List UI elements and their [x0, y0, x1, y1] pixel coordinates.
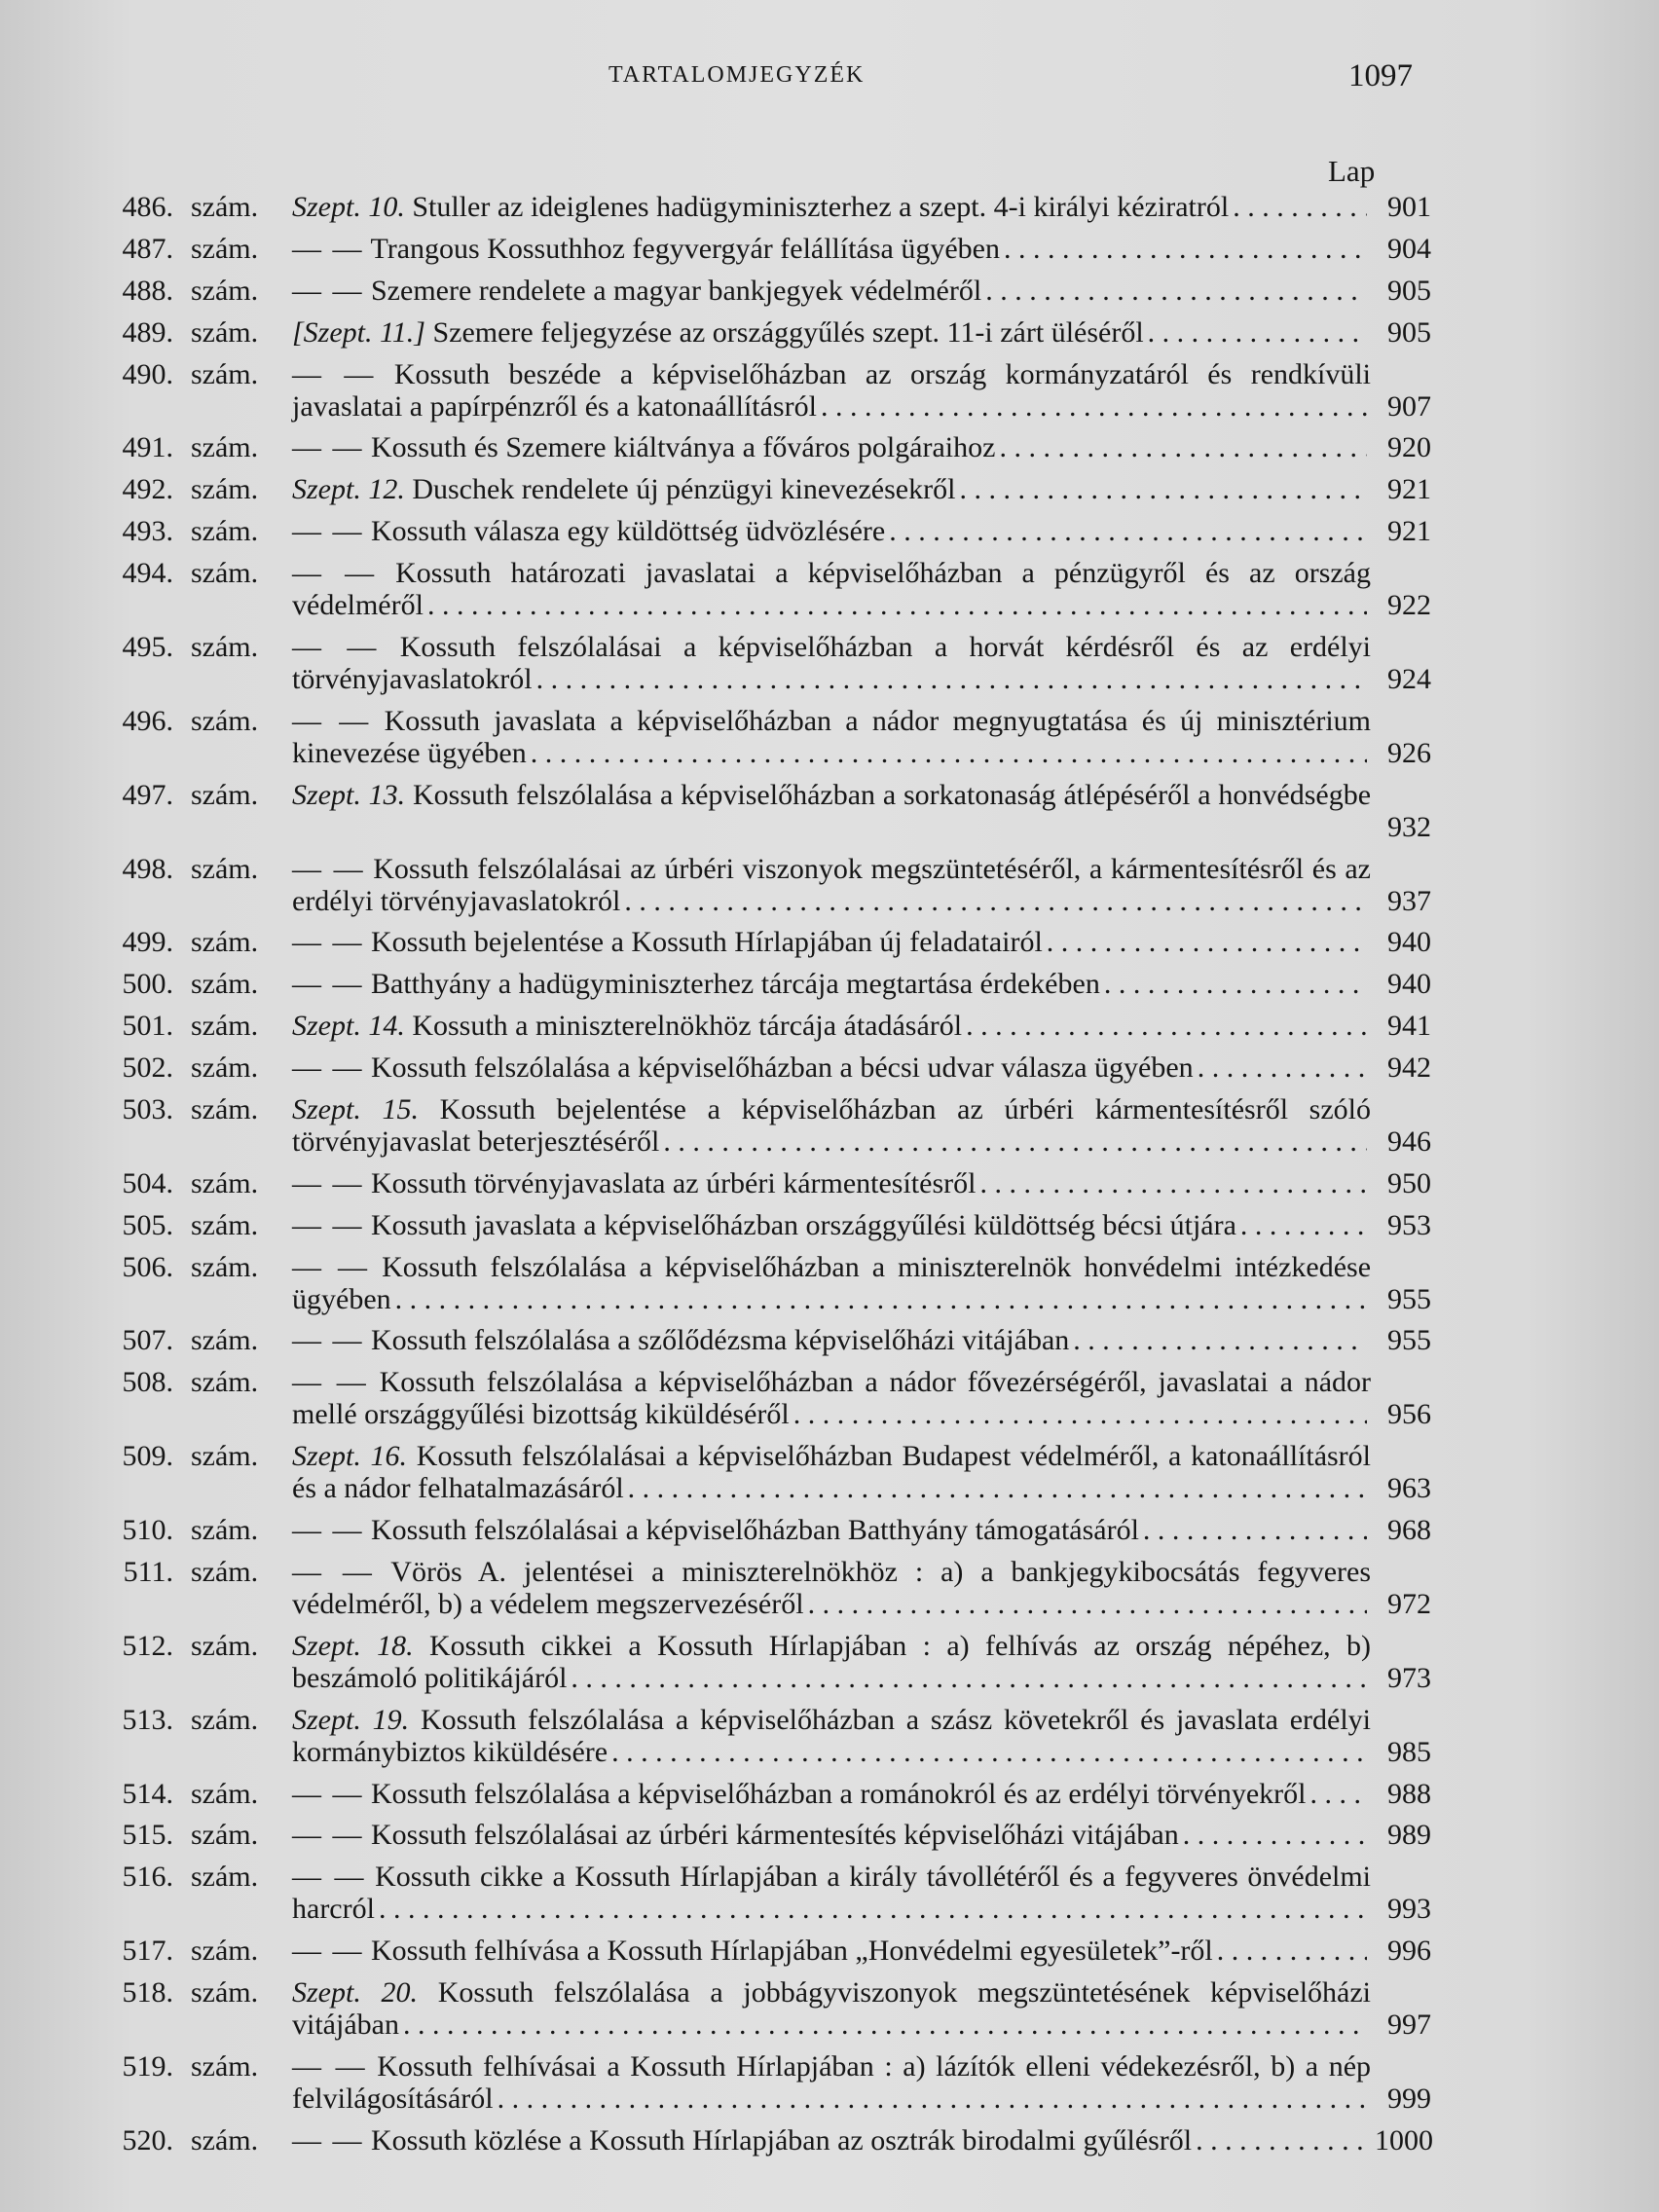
entry-number: 520.	[122, 2123, 173, 2157]
toc-entry-489	[88, 316, 1431, 349]
entry-date: [Szept. 11.]	[292, 315, 425, 349]
entry-date: — —	[292, 1324, 364, 1357]
entry-title: Kossuth közlése a Kossuth Hírlapjában az osztrák birodalmi gyűlésről	[371, 2123, 1193, 2157]
leader-dots	[966, 1010, 1367, 1042]
entry-date: — —	[292, 1777, 364, 1810]
entry-date: Szept. 16.	[292, 1440, 408, 1473]
leader-dots	[571, 1662, 1367, 1694]
toc-entry-490	[88, 358, 1431, 423]
entry-unit-label: szám.	[191, 1166, 259, 1199]
entry-number: 503.	[122, 1092, 173, 1125]
entry-page: 904	[1387, 232, 1431, 265]
entry-description	[292, 705, 1375, 769]
entry-page: 905	[1387, 315, 1431, 349]
toc-entry-503	[88, 1093, 1431, 1158]
entry-number: 494.	[122, 557, 173, 589]
toc-entry-502	[88, 1051, 1431, 1084]
entry-number: 490.	[122, 357, 173, 390]
leader-dots	[1073, 1324, 1367, 1356]
leader-dots	[1240, 1209, 1367, 1241]
entry-number: 495.	[122, 630, 173, 663]
entry-description	[292, 2050, 1375, 2115]
entry-page: 940	[1387, 926, 1431, 959]
entry-date: — —	[292, 357, 376, 390]
entry-unit-label: szám.	[191, 357, 259, 390]
entry-date: — —	[292, 1935, 364, 1968]
entry-page: 955	[1387, 1324, 1431, 1357]
entry-title: Kossuth határozati javaslatai a képviselőházban a pénzügyről és az ország védelméről	[292, 557, 1371, 621]
entry-description	[292, 926, 1375, 958]
toc-entry-487	[88, 233, 1431, 265]
entry-description	[292, 557, 1375, 621]
toc-entry-496	[88, 705, 1431, 769]
entry-page: 921	[1387, 515, 1431, 548]
entry-unit-label: szám.	[191, 274, 259, 307]
toc-entry-493	[88, 515, 1431, 547]
entry-unit-label: szám.	[191, 1629, 259, 1662]
leader-dots	[395, 1283, 1367, 1315]
leader-dots	[1183, 1819, 1367, 1851]
entry-unit-label: szám.	[191, 1250, 259, 1283]
entry-page: 968	[1387, 1514, 1431, 1546]
entry-title: Kossuth felszólalásai a képviselőházban a horvát kérdésről és az erdélyi törvényjavaslatokról	[292, 630, 1372, 695]
entry-page: 953	[1387, 1208, 1431, 1241]
toc-entry-513	[88, 1704, 1431, 1768]
entry-date: Szept. 10.	[292, 191, 405, 223]
entry-date: — —	[292, 1250, 370, 1283]
leader-dots	[1004, 233, 1367, 265]
entry-title: Kossuth és Szemere kiáltványa a főváros polgáraihoz	[371, 431, 996, 464]
entry-description	[292, 1778, 1375, 1810]
leader-dots	[1047, 926, 1367, 958]
entry-unit-label: szám.	[191, 1051, 259, 1084]
entry-number: 502.	[122, 1051, 173, 1084]
leader-dots	[959, 473, 1367, 505]
entry-page: 972	[1387, 1587, 1431, 1620]
entry-title: Kossuth felszólalásai a képviselőházban Batthyány támogatásáról	[371, 1514, 1139, 1546]
leader-dots	[403, 2009, 1367, 2041]
entry-date: — —	[292, 274, 364, 307]
entry-title: Kossuth felszólalása a képviselőházban a szász követekről és javaslata erdélyi kormánybiztos kiküldésére	[292, 1703, 1372, 1768]
entry-page: 921	[1387, 473, 1431, 506]
leader-dots	[1233, 191, 1367, 223]
toc-entry-517	[88, 1935, 1431, 1967]
entry-description	[292, 1976, 1375, 2041]
leader-dots	[821, 390, 1367, 423]
entry-unit-label: szám.	[191, 704, 259, 737]
toc-entry-507	[88, 1324, 1431, 1356]
entry-number: 517.	[122, 1935, 173, 1968]
entry-title: Kossuth cikkei a Kossuth Hírlapjában : a) felhívás az ország népéhez, b) beszámoló politikájáról	[292, 1629, 1371, 1694]
toc-entry-518	[88, 1976, 1431, 2041]
page-number: 1097	[1348, 58, 1413, 93]
entry-page: 999	[1387, 2082, 1431, 2115]
toc-list	[88, 191, 1431, 2166]
entry-title: Duschek rendelete új pénzügyi kinevezésekről	[412, 473, 956, 506]
toc-entry-506	[88, 1251, 1431, 1315]
entry-date: — —	[292, 1514, 364, 1546]
entry-title: Stuller az ideiglenes hadügyminiszterhez a szept. 4-i királyi kéziratról	[412, 191, 1230, 223]
toc-entry-500	[88, 968, 1431, 1000]
entry-page: 922	[1387, 589, 1431, 621]
entry-unit-label: szám.	[191, 1514, 259, 1546]
entry-title: Kossuth válasza egy küldöttség üdvözlésére	[371, 515, 886, 548]
entry-page: 937	[1387, 884, 1431, 917]
entry-description	[292, 2124, 1375, 2157]
entry-number: 492.	[122, 473, 173, 506]
entry-number: 496.	[122, 704, 173, 737]
entry-description	[292, 233, 1375, 265]
leader-dots	[1143, 1514, 1367, 1546]
entry-description	[292, 1209, 1375, 1241]
entry-unit-label: szám.	[191, 1010, 259, 1043]
leader-dots	[628, 1472, 1367, 1504]
entry-description	[292, 968, 1375, 1000]
entry-unit-label: szám.	[191, 1440, 259, 1473]
entry-description	[292, 1935, 1375, 1967]
entry-description	[292, 1819, 1375, 1851]
leader-dots	[498, 2083, 1367, 2115]
entry-number: 513.	[122, 1703, 173, 1736]
entry-unit-label: szám.	[191, 1092, 259, 1125]
entry-date: — —	[292, 431, 364, 464]
entry-unit-label: szám.	[191, 778, 259, 811]
leader-dots	[536, 663, 1367, 695]
entry-number: 519.	[122, 2049, 173, 2083]
entry-unit-label: szám.	[191, 926, 259, 959]
entry-description	[292, 191, 1375, 223]
entry-page: 997	[1387, 2009, 1431, 2041]
entry-unit-label: szám.	[191, 515, 259, 548]
entry-description	[292, 1324, 1375, 1356]
leader-dots	[999, 431, 1367, 463]
entry-number: 505.	[122, 1208, 173, 1241]
entry-date: — —	[292, 515, 364, 548]
entry-description	[292, 515, 1375, 547]
entry-date: Szept. 15.	[292, 1092, 419, 1125]
entry-date: Szept. 13.	[292, 778, 406, 811]
entry-page: 901	[1387, 191, 1431, 223]
entry-unit-label: szám.	[191, 1976, 259, 2009]
entry-date: — —	[292, 852, 365, 885]
entry-title: Kossuth felhívásai a Kossuth Hírlapjában : a) lázítók elleni védekezésről, b) a nép felvilágosításáról	[292, 2049, 1372, 2115]
leader-dots	[1196, 2124, 1367, 2157]
toc-entry-509	[88, 1440, 1431, 1504]
entry-title: Kossuth cikke a Kossuth Hírlapjában a király távollétéről és a fegyveres önvédelmi harcról	[292, 1861, 1372, 1926]
entry-number: 488.	[122, 274, 173, 307]
entry-description	[292, 779, 1375, 843]
toc-entry-519	[88, 2050, 1431, 2115]
entry-page: 989	[1387, 1819, 1431, 1852]
entry-description	[292, 1010, 1375, 1042]
entry-number: 489.	[122, 315, 173, 349]
leader-dots	[1104, 968, 1367, 1000]
entry-title: Kossuth felszólalása a képviselőházban a nádor fővezérségéről, javaslatai a nádor mellé országgyűlési bizottság kiküldéséről	[292, 1366, 1371, 1431]
entry-page: 956	[1387, 1398, 1431, 1431]
entry-page: 996	[1387, 1935, 1431, 1968]
entry-number: 514.	[122, 1777, 173, 1810]
entry-description	[292, 473, 1375, 505]
entry-title: Kossuth felszólalása a képviselőházban a románokról és az erdélyi törvényekről	[371, 1777, 1307, 1810]
entry-date: — —	[292, 1366, 368, 1399]
leader-dots	[663, 1125, 1367, 1158]
entry-page: 985	[1387, 1735, 1431, 1768]
entry-date: — —	[292, 630, 379, 663]
entry-page: 988	[1387, 1777, 1431, 1810]
entry-page: 941	[1387, 1010, 1431, 1043]
entry-date: — —	[292, 1861, 366, 1894]
entry-page: 993	[1387, 1893, 1431, 1926]
entry-number: 486.	[122, 191, 173, 223]
entry-description	[292, 1366, 1375, 1430]
running-title: TARTALOMJEGYZÉK	[608, 62, 866, 88]
entry-number: 518.	[122, 1976, 173, 2009]
entry-description	[292, 1514, 1375, 1546]
toc-entry-508	[88, 1366, 1431, 1430]
entry-description	[292, 1861, 1375, 1925]
page-header	[0, 56, 1659, 105]
entry-date: — —	[292, 968, 364, 1001]
entry-page: 950	[1387, 1166, 1431, 1199]
entry-number: 504.	[122, 1166, 173, 1199]
entry-number: 500.	[122, 968, 173, 1001]
entry-title: Kossuth javaslata a képviselőházban a nádor megnyugtatása és új minisztérium kinevezése ügyében	[292, 704, 1371, 769]
entry-title: Kossuth felszólalása a képviselőházban a miniszterelnök honvédelmi intézkedése ügyében	[292, 1250, 1372, 1315]
entry-title: Kossuth felszólalásai az úrbéri viszonyok megszüntetéséről, a kármentesítésről és az erdélyi törvényjavaslatokról	[292, 852, 1372, 917]
page-column-label: Lap	[1328, 154, 1376, 188]
entry-page: 946	[1387, 1124, 1431, 1158]
leader-dots	[1217, 1935, 1367, 1967]
entry-description	[292, 1093, 1375, 1158]
entry-description	[292, 1630, 1375, 1694]
entry-title: Kossuth a miniszterelnökhöz tárcája átadásáról	[412, 1010, 963, 1043]
entry-title: Kossuth felszólalása a képviselőházban a sorkatonaság átlépéséről a honvédségbe	[413, 778, 1372, 811]
entry-number: 501.	[122, 1010, 173, 1043]
toc-entry-499	[88, 926, 1431, 958]
leader-dots	[979, 1167, 1367, 1199]
entry-page: 940	[1387, 968, 1431, 1001]
toc-entry-511	[88, 1556, 1431, 1620]
entry-number: 512.	[122, 1629, 173, 1662]
entry-number: 498.	[122, 852, 173, 885]
entry-title: Kossuth felszólalása a jobbágyviszonyok megszüntetésének képviselőházi vitájában	[292, 1976, 1371, 2041]
entry-unit-label: szám.	[191, 1861, 259, 1894]
entry-date: — —	[292, 2123, 364, 2157]
entry-date: — —	[292, 1555, 374, 1588]
entry-description	[292, 316, 1375, 349]
entry-number: 487.	[122, 232, 173, 265]
entry-description	[292, 1051, 1375, 1084]
toc-entry-516	[88, 1861, 1431, 1925]
leader-dots	[624, 885, 1367, 917]
leader-dots	[379, 1893, 1367, 1925]
entry-unit-label: szám.	[191, 315, 259, 349]
entry-unit-label: szám.	[191, 852, 259, 885]
toc-entry-504	[88, 1167, 1431, 1199]
entry-title: Kossuth felszólalásai az úrbéri kármentesítés képviselőházi vitájában	[371, 1819, 1179, 1852]
entry-page: 955	[1387, 1282, 1431, 1315]
toc-entry-520	[88, 2124, 1431, 2157]
entry-page: 924	[1387, 662, 1431, 695]
entry-description	[292, 1556, 1375, 1620]
entry-page: 905	[1387, 274, 1431, 307]
entry-number: 509.	[122, 1440, 173, 1473]
entry-date: — —	[292, 1051, 364, 1084]
entry-number: 506.	[122, 1250, 173, 1283]
entry-date: — —	[292, 232, 364, 265]
entry-page: 920	[1387, 431, 1431, 464]
entry-number: 507.	[122, 1324, 173, 1357]
entry-description	[292, 1704, 1375, 1768]
toc-entry-514	[88, 1778, 1431, 1810]
leader-dots	[808, 1588, 1367, 1620]
entry-unit-label: szám.	[191, 968, 259, 1001]
entry-unit-label: szám.	[191, 630, 259, 663]
entry-unit-label: szám.	[191, 557, 259, 589]
leader-dots	[427, 589, 1367, 621]
toc-entry-488	[88, 275, 1431, 307]
entry-description	[292, 853, 1375, 917]
entry-description	[292, 358, 1375, 423]
toc-entry-510	[88, 1514, 1431, 1546]
entry-title: Kossuth felszólalásai a képviselőházban Budapest védelméről, a katonaállításról és a nádor felhatalmazásáról	[292, 1440, 1372, 1505]
entry-description	[292, 1167, 1375, 1199]
entry-date: — —	[292, 557, 377, 589]
leader-dots	[793, 1398, 1367, 1430]
toc-entry-498	[88, 853, 1431, 917]
entry-title: Kossuth felszólalása a képviselőházban a bécsi udvar válasza ügyében	[371, 1051, 1194, 1084]
entry-number: 516.	[122, 1861, 173, 1894]
entry-page: 942	[1387, 1051, 1431, 1084]
entry-date: — —	[292, 926, 364, 959]
leader-dots	[1198, 1051, 1367, 1084]
entry-number: 508.	[122, 1366, 173, 1399]
entry-title: Kossuth felszólalása a szőlődézsma képviselőházi vitájában	[371, 1324, 1070, 1357]
entry-unit-label: szám.	[191, 1703, 259, 1736]
leader-dots	[1148, 316, 1367, 349]
entry-title: Kossuth javaslata a képviselőházban országgyűlési küldöttség bécsi útjára	[371, 1208, 1236, 1241]
entry-date: — —	[292, 704, 371, 737]
entry-unit-label: szám.	[191, 473, 259, 506]
entry-page: 932	[1387, 810, 1431, 843]
entry-unit-label: szám.	[191, 1208, 259, 1241]
entry-title: Kossuth törvényjavaslata az úrbéri kármentesítésről	[371, 1166, 977, 1199]
entry-date: Szept. 14.	[292, 1010, 405, 1043]
toc-entry-515	[88, 1819, 1431, 1851]
entry-date: — —	[292, 1166, 364, 1199]
entry-title: Kossuth beszéde a képviselőházban az ország kormányzatáról és rendkívüli javaslatai a papírpénzről és a katonaállításról	[292, 357, 1372, 423]
toc-entry-491	[88, 431, 1431, 463]
toc-entry-495	[88, 631, 1431, 695]
entry-title: Szemere feljegyzése az országgyűlés szept. 11-i zárt üléséről	[432, 315, 1144, 349]
entry-date: — —	[292, 1819, 364, 1852]
entry-date: Szept. 19.	[292, 1703, 410, 1736]
entry-unit-label: szám.	[191, 1819, 259, 1852]
entry-number: 510.	[122, 1514, 173, 1546]
entry-number: 497.	[122, 778, 173, 811]
entry-page: 963	[1387, 1472, 1431, 1505]
entry-title: Kossuth bejelentése a Kossuth Hírlapjában új feladatairól	[371, 926, 1043, 959]
entry-page: 1000	[1375, 2123, 1433, 2157]
entry-date: — —	[292, 2049, 367, 2083]
entry-title: Trangous Kossuthhoz fegyvergyár felállítása ügyében	[370, 232, 1000, 265]
entry-title: Batthyány a hadügyminiszterhez tárcája megtartása érdekében	[371, 968, 1100, 1001]
entry-unit-label: szám.	[191, 232, 259, 265]
entry-title: Kossuth bejelentése a képviselőházban az úrbéri kármentesítésről szóló törvényjavaslat beterjesztéséről	[292, 1092, 1372, 1158]
entry-description	[292, 431, 1375, 463]
entry-unit-label: szám.	[191, 1935, 259, 1968]
entry-number: 491.	[122, 431, 173, 464]
toc-entry-497	[88, 779, 1431, 843]
entry-number: 499.	[122, 926, 173, 959]
leader-dots	[985, 275, 1367, 307]
entry-page: 926	[1387, 736, 1431, 769]
entry-description	[292, 1251, 1375, 1315]
entry-title: Kossuth felhívása a Kossuth Hírlapjában „Honvédelmi egyesületek”-ről	[371, 1935, 1213, 1968]
toc-entry-494	[88, 557, 1431, 621]
toc-entry-501	[88, 1010, 1431, 1042]
entry-number: 515.	[122, 1819, 173, 1852]
entry-number: 511.	[123, 1555, 173, 1588]
entry-unit-label: szám.	[191, 431, 259, 464]
entry-date: Szept. 20.	[292, 1976, 419, 2009]
entry-title: Szemere rendelete a magyar bankjegyek védelméről	[371, 274, 982, 307]
entry-unit-label: szám.	[191, 2123, 259, 2157]
entry-title: Vörös A. jelentései a miniszterelnökhöz : a) a bankjegykibocsátás fegyveres védelméről, b) a védelem megszervezéséről	[292, 1555, 1372, 1620]
entry-unit-label: szám.	[191, 191, 259, 223]
toc-entry-512	[88, 1630, 1431, 1694]
entry-unit-label: szám.	[191, 1324, 259, 1357]
entry-unit-label: szám.	[191, 1555, 259, 1588]
entry-date: Szept. 18.	[292, 1629, 414, 1662]
entry-unit-label: szám.	[191, 1366, 259, 1399]
entry-number: 493.	[122, 515, 173, 548]
entry-unit-label: szám.	[191, 2049, 259, 2083]
entry-description	[292, 631, 1375, 695]
toc-entry-505	[88, 1209, 1431, 1241]
leader-dots	[889, 515, 1367, 547]
entry-page: 973	[1387, 1661, 1431, 1694]
entry-date: — —	[292, 1208, 364, 1241]
toc-entry-492	[88, 473, 1431, 505]
leader-dots	[531, 737, 1367, 769]
entry-description	[292, 1440, 1375, 1504]
leader-dots	[611, 1736, 1367, 1768]
entry-date: Szept. 12.	[292, 473, 405, 506]
toc-entry-486	[88, 191, 1431, 223]
entry-unit-label: szám.	[191, 1777, 259, 1810]
entry-description	[292, 275, 1375, 307]
leader-dots	[1309, 1778, 1367, 1810]
entry-page: 907	[1387, 389, 1431, 423]
